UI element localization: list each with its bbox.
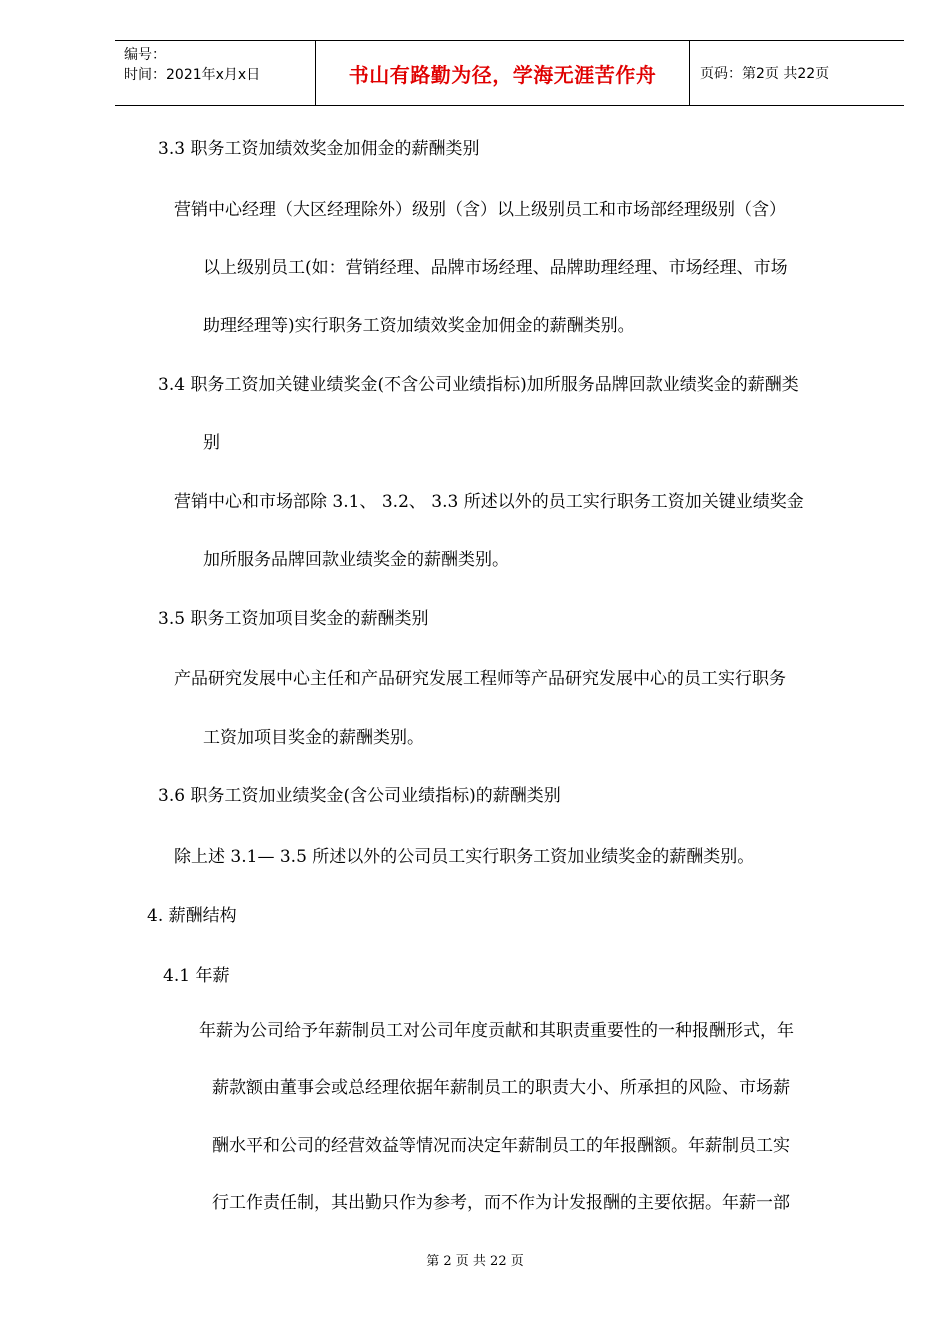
section-heading-3-4-cont: 别 — [203, 433, 220, 453]
time-label: 时间：2021年x月x日 — [124, 67, 261, 83]
paragraph-line: 营销中心经理（大区经理除外）级别（含）以上级别员工和市场部经理级别（含） — [174, 200, 786, 220]
number-label: 编号： — [124, 47, 166, 63]
section-heading-3-4: 3.4 职务工资加关键业绩奖金(不含公司业绩指标)加所服务品牌回款业绩奖金的薪酬类 — [158, 375, 799, 395]
paragraph-line: 年薪为公司给予年薪制员工对公司年度贡献和其职责重要性的一种报酬形式，年 — [199, 1021, 794, 1041]
header-left-cell — [115, 41, 316, 105]
paragraph-line: 除上述 3.1— 3.5 所述以外的公司员工实行职务工资加业绩奖金的薪酬类别。 — [174, 847, 755, 867]
paragraph-line: 行工作责任制，其出勤只作为参考，而不作为计发报酬的主要依据。年薪一部 — [212, 1193, 790, 1213]
paragraph-line: 薪款额由董事会或总经理依据年薪制员工的职责大小、所承担的风险、市场薪 — [212, 1078, 790, 1098]
header-table — [115, 40, 904, 106]
section-heading-4: 4. 薪酬结构 — [147, 906, 237, 926]
paragraph-line: 助理经理等)实行职务工资加绩效奖金加佣金的薪酬类别。 — [203, 316, 635, 336]
section-heading-3-6: 3.6 职务工资加业绩奖金(含公司业绩指标)的薪酬类别 — [158, 786, 561, 806]
paragraph-line: 营销中心和市场部除 3.1、 3.2、 3.3 所述以外的员工实行职务工资加关键业绩奖金 — [174, 492, 804, 512]
page-label: 页码：第2页 共22页 — [700, 66, 830, 82]
section-heading-4-1: 4.1 年薪 — [163, 966, 230, 986]
paragraph-line: 工资加项目奖金的薪酬类别。 — [203, 728, 424, 748]
paragraph-line: 加所服务品牌回款业绩奖金的薪酬类别。 — [203, 550, 509, 570]
paragraph-line: 以上级别员工(如：营销经理、品牌市场经理、品牌助理经理、市场经理、市场 — [203, 258, 788, 278]
section-heading-3-3: 3.3 职务工资加绩效奖金加佣金的薪酬类别 — [158, 139, 480, 159]
paragraph-line: 酬水平和公司的经营效益等情况而决定年薪制员工的年报酬额。年薪制员工实 — [212, 1136, 790, 1156]
page-footer: 第 2 页 共 22 页 — [426, 1254, 524, 1269]
motto: 书山有路勤为径，学海无涯苦作舟 — [316, 41, 690, 105]
section-heading-3-5: 3.5 职务工资加项目奖金的薪酬类别 — [158, 609, 429, 629]
paragraph-line: 产品研究发展中心主任和产品研究发展工程师等产品研究发展中心的员工实行职务 — [174, 669, 786, 689]
